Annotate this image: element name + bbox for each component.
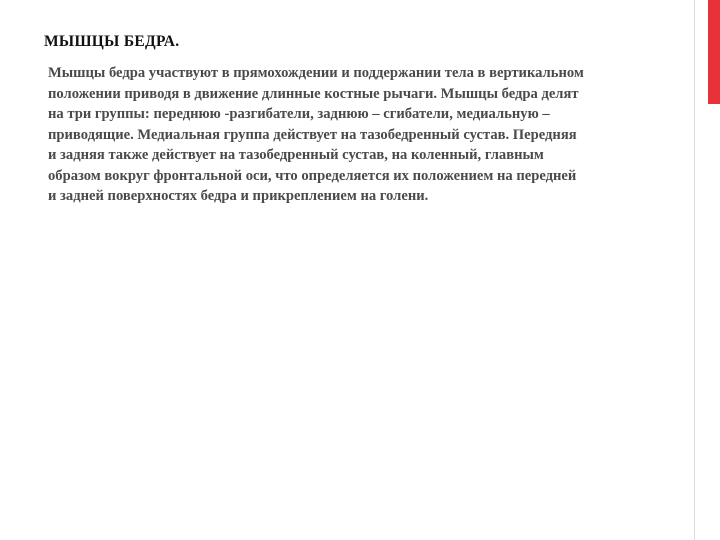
body-line: на три группы: переднюю -разгибатели, заднюю – сгибатели, медиальную – [48,106,550,122]
body-line: приводящие. Медиальная группа действует на тазобедренный сустав. Передняя [48,126,577,143]
body-line: и задней поверхностях бедра и прикреплением на голени. [48,188,429,204]
body-line: Мышцы бедра участвуют в прямохождении и поддержании тела в вертикальном [48,65,584,81]
body-line: положении приводя в движение длинные костные рычаги. Мышцы бедра делят [48,85,579,102]
right-divider-line [694,0,695,540]
accent-bar [708,0,720,104]
body-line: образом вокруг фронтальной оси, что определяется их положением на передней [48,167,577,184]
slide-body-text [48,63,694,207]
slide-title: МЫШЦЫ БЕДРА. [44,33,180,50]
body-line: и задняя также действует на тазобедренный сустав, на коленный, главным [48,147,544,163]
